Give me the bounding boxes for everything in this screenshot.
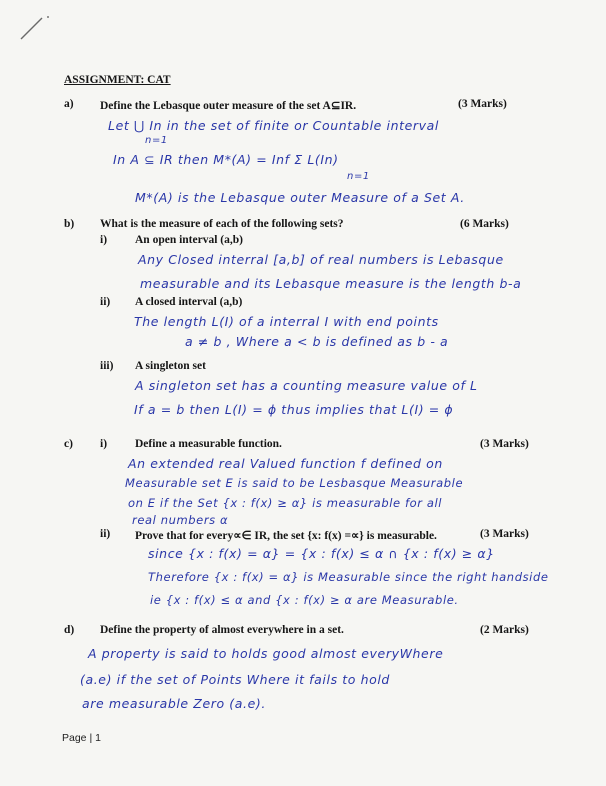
answer-a-line-3: In A ⊆ IR then M*(A) = Inf Σ L(In) <box>113 152 339 167</box>
answer-a-line-5: M*(A) is the Lebasque outer Measure of a Set A. <box>135 190 465 205</box>
answer-d-line-3: are measurable Zero (a.e). <box>82 696 266 711</box>
answer-c-ii-line-1: since {x : f(x) = α} = {x : f(x) ≤ α ∩ {x : f(x) ≥ α} <box>148 546 495 561</box>
answer-b-ii-line-1: The length L(I) of a interral I with end points <box>134 314 439 329</box>
section-a-marks: (3 Marks) <box>458 98 507 110</box>
answer-b-i-line-1: Any Closed interral [a,b] of real numbers is Lebasque <box>138 252 504 267</box>
assignment-title: ASSIGNMENT: CAT <box>64 74 171 86</box>
section-c-i-question: Define a measurable function. <box>135 438 282 450</box>
answer-c-ii-line-3: ie {x : f(x) ≤ α and {x : f(x) ≥ α are Measurable. <box>150 593 459 607</box>
answer-d-line-1: A property is said to holds good almost everyWhere <box>88 646 444 661</box>
section-a-letter: a) <box>64 98 74 110</box>
section-b-i-question: An open interval (a,b) <box>135 234 243 246</box>
section-b-letter: b) <box>64 218 75 230</box>
answer-b-i-line-2: measurable and its Lebasque measure is the length b-a <box>140 276 522 291</box>
answer-a-line-4: n=1 <box>347 171 370 182</box>
section-b-iii-num: iii) <box>100 360 114 372</box>
answer-c-ii-line-2: Therefore {x : f(x) = α} is Measurable since the right handside <box>148 570 549 584</box>
answer-c-i-line-2: Measurable set E is said to be Lesbasque Measurable <box>125 476 464 490</box>
page-number: Page | 1 <box>62 732 101 744</box>
section-c-ii-num: ii) <box>100 528 111 540</box>
answer-c-i-line-4: real numbers α <box>132 513 229 527</box>
section-a-question: Define the Lebasque outer measure of the set A⊆IR. <box>100 100 357 112</box>
section-c-ii-marks: (3 Marks) <box>480 528 529 540</box>
section-c-letter: c) <box>64 438 73 450</box>
answer-c-i-line-1: An extended real Valued function f defined on <box>128 456 443 471</box>
answer-a-line-1: Let ⋃ In in the set of finite or Countable interval <box>108 118 439 133</box>
answer-c-i-line-3: on E if the Set {x : f(x) ≥ α} is measurable for all <box>128 496 443 510</box>
section-c-ii-question: Prove that for every∝∈ IR, the set {x: f(x) =∝} is measurable. <box>135 530 437 542</box>
section-c-i-marks: (3 Marks) <box>480 438 529 450</box>
answer-b-iii-line-1: A singleton set has a counting measure value of L <box>135 378 478 393</box>
section-d-marks: (2 Marks) <box>480 624 529 636</box>
section-c-i-num: i) <box>100 438 108 450</box>
section-d-letter: d) <box>64 624 75 636</box>
section-b-i-num: i) <box>100 234 108 246</box>
section-b-question: What is the measure of each of the following sets? <box>100 218 344 230</box>
answer-a-line-2: n=1 <box>145 135 168 146</box>
answer-b-iii-line-2: If a = b then L(I) = ϕ thus implies that L(I) = ϕ <box>134 402 454 417</box>
pen-mark <box>18 12 54 42</box>
section-b-iii-question: A singleton set <box>135 360 206 372</box>
section-d-question: Define the property of almost everywhere in a set. <box>100 624 344 636</box>
section-b-ii-num: ii) <box>100 296 111 308</box>
answer-d-line-2: (a.e) if the set of Points Where it fails to hold <box>80 672 390 687</box>
section-b-ii-question: A closed interval (a,b) <box>135 296 243 308</box>
section-b-marks: (6 Marks) <box>460 218 509 230</box>
answer-b-ii-line-2: a ≠ b , Where a < b is defined as b - a <box>185 334 449 349</box>
